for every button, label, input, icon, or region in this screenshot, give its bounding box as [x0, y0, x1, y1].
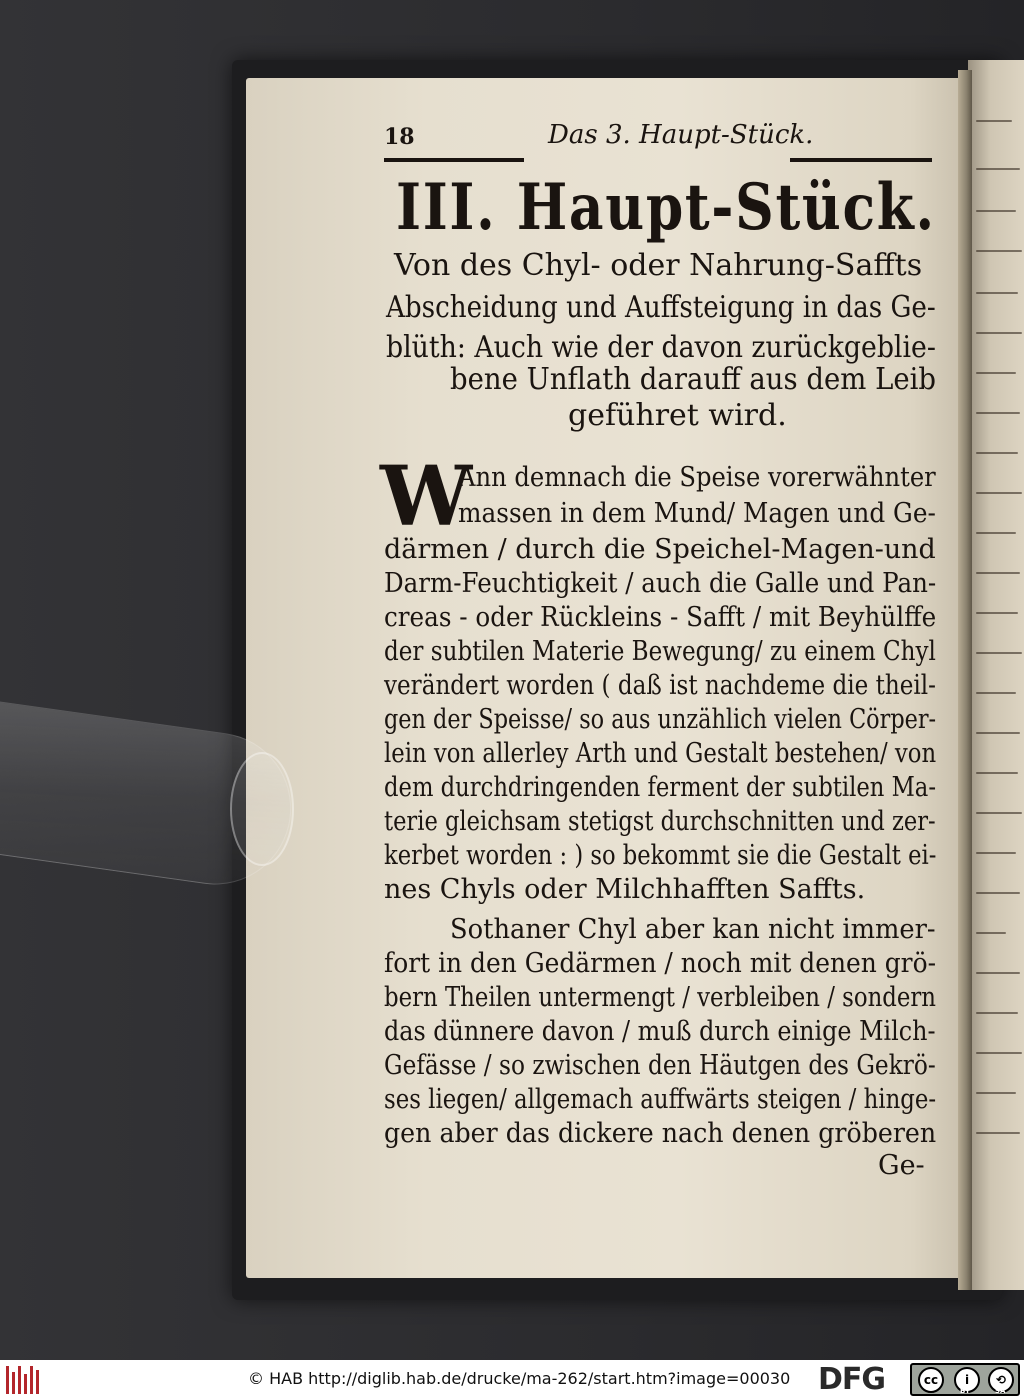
body-line: terie gleichsam stetigst durchschnitten und zer- [384, 806, 936, 837]
page-number: 18 [384, 124, 415, 150]
body-line: massen in dem Mund/ Magen und Ge- [458, 498, 936, 529]
page-gutter [958, 70, 972, 1290]
head-rule-right [790, 158, 932, 162]
footer-bar [0, 1360, 1024, 1399]
facing-page [968, 60, 1024, 1290]
body-line: Darm-Feuchtigkeit / auch die Galle und Pan- [384, 568, 937, 599]
hab-logo [6, 1366, 42, 1394]
body-line: Ann demnach die Speise vorerwähnter [458, 462, 936, 493]
body-line: gen aber das dickere nach denen gröberen [384, 1118, 937, 1149]
body-line: ses liegen/ allgemach auffwärts steigen / hinge- [384, 1084, 937, 1115]
cc-icon: cc [918, 1367, 944, 1393]
subtitle-line: blüth: Auch wie der davon zurückgeblie- [386, 330, 936, 365]
subtitle-line: Von des Chyl- oder Nahrung-Saffts [394, 248, 923, 283]
chapter-title: III. Haupt-Stück. [396, 170, 936, 245]
cc-by-tag: BY [960, 1387, 971, 1395]
subtitle-line: bene Unflath darauff aus dem Leib [450, 362, 937, 397]
body-line: gen der Speisse/ so aus unzählich vielen Cörper- [384, 704, 937, 735]
drop-capital: W [380, 449, 473, 545]
dfg-logo: DFG [818, 1362, 886, 1397]
body-line: bern Theilen untermengt / verbleiben / sondern [384, 982, 937, 1013]
body-line: Gefässe / so zwischen den Häutgen des Gekrö- [384, 1050, 936, 1081]
attribution-icon: i [954, 1367, 980, 1393]
head-rule-left [384, 158, 524, 162]
body-line: lein von allerley Arth und Gestalt bestehen/ von [384, 738, 937, 769]
body-line: verändert worden ( daß ist nachdeme die theil- [384, 670, 936, 701]
page-holder-clip-tip [230, 752, 294, 866]
body-line: das dünnere davon / muß durch einige Milch- [384, 1016, 936, 1047]
body-line: fort in den Gedärmen / noch mit denen grö- [384, 948, 937, 979]
body-line: Sothaner Chyl aber kan nicht immer- [450, 914, 936, 945]
body-line: kerbet worden : ) so bekommt sie die Gestalt ei- [384, 840, 937, 871]
running-head: Das 3. Haupt-Stück. [548, 120, 814, 150]
share-alike-icon: ⟲ [988, 1367, 1014, 1393]
body-line: dem durchdringenden ferment der subtilen Ma- [384, 772, 936, 803]
body-line: creas - oder Rückleins - Safft / mit Beyhülffe [384, 602, 937, 633]
body-line: därmen / durch die Speichel-Magen-und [384, 534, 936, 565]
catchword: Ge- [878, 1150, 925, 1181]
body-line: nes Chyls oder Milchhafften Saffts. [384, 874, 866, 905]
body-line: der subtilen Materie Bewegung/ zu einem Chyl [384, 636, 936, 667]
subtitle-line: geführet wird. [568, 398, 787, 433]
cc-license-badge[interactable] [910, 1363, 1020, 1396]
copyright-link[interactable]: © HAB http://diglib.hab.de/drucke/ma-262/start.htm?image=00030 [248, 1369, 791, 1388]
cc-sa-tag: SA [995, 1387, 1006, 1395]
subtitle-line: Abscheidung und Auffsteigung in das Ge- [386, 290, 936, 325]
